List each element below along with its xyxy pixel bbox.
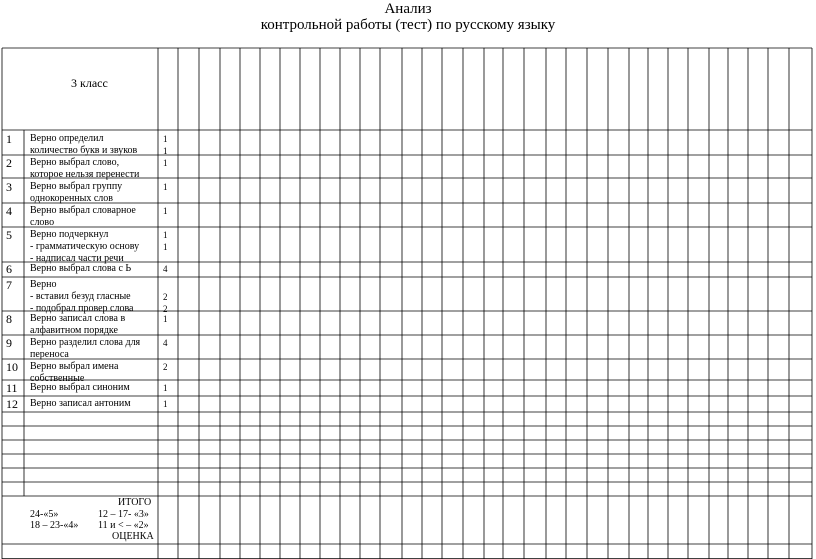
max-points: 1 [163, 383, 168, 393]
grade-3-threshold: 12 – 17- «3» [98, 509, 149, 520]
max-points: 1 [163, 314, 168, 324]
row-number: 5 [6, 228, 12, 242]
row-number: 4 [6, 204, 12, 218]
max-points: 1 [163, 206, 168, 216]
criterion-text: Верно - вставил безуд гласные - подобрал провер слова [30, 279, 134, 314]
class-label: 3 класс [71, 76, 108, 90]
criterion-text: Верно записал слова в алфавитном порядке [30, 313, 126, 336]
itogo-label: ИТОГО [118, 497, 152, 508]
max-points: 1 [163, 399, 168, 409]
criterion-text: Верно выбрал синоним [30, 382, 130, 393]
max-points: 4 [163, 264, 168, 274]
criterion-text: Верно определил количество букв и звуков [30, 133, 138, 156]
max-points: 1 1 [163, 230, 168, 252]
row-number: 6 [6, 262, 12, 276]
criterion-text: Верно выбрал слово, которое нельзя перенести [30, 157, 140, 180]
row-number: 11 [6, 381, 18, 395]
row-number: 1 [6, 132, 12, 146]
row-number: 2 [6, 156, 12, 170]
row-number: 9 [6, 336, 12, 350]
max-points: 2 [163, 362, 168, 372]
max-points: 2 2 [163, 292, 168, 314]
max-points: 4 [163, 338, 168, 348]
criterion-text: Верно выбрал словарное слово [30, 205, 136, 228]
criterion-text: Верно подчеркнул - грамматическую основу - надписал части речи [30, 229, 140, 264]
row-number: 3 [6, 180, 12, 194]
title-line-2: контрольной работы (тест) по русскому языку [260, 17, 556, 33]
criterion-text: Верно выбрал группу однокоренных слов [30, 181, 123, 204]
ocenka-label: ОЦЕНКА [112, 531, 154, 542]
row-number: 8 [6, 312, 12, 326]
criterion-text: Верно выбрал имена собственные [30, 361, 119, 384]
row-number: 12 [6, 397, 18, 411]
row-number: 10 [6, 360, 18, 374]
criterion-text: Верно записал антоним [30, 398, 131, 409]
title-line-1: Анализ [384, 1, 432, 17]
criterion-text: Верно разделил слова для переноса [30, 337, 141, 360]
row-number: 7 [6, 278, 12, 292]
max-points: 1 1 [163, 134, 168, 156]
grade-4-threshold: 18 – 23-«4» [30, 520, 79, 531]
grade-2-threshold: 11 и < – «2» [98, 520, 149, 531]
grade-5-threshold: 24-«5» [30, 509, 59, 520]
criterion-text: Верно выбрал слова с Ь [30, 263, 132, 274]
max-points: 1 [163, 182, 168, 192]
max-points: 1 [163, 158, 168, 168]
